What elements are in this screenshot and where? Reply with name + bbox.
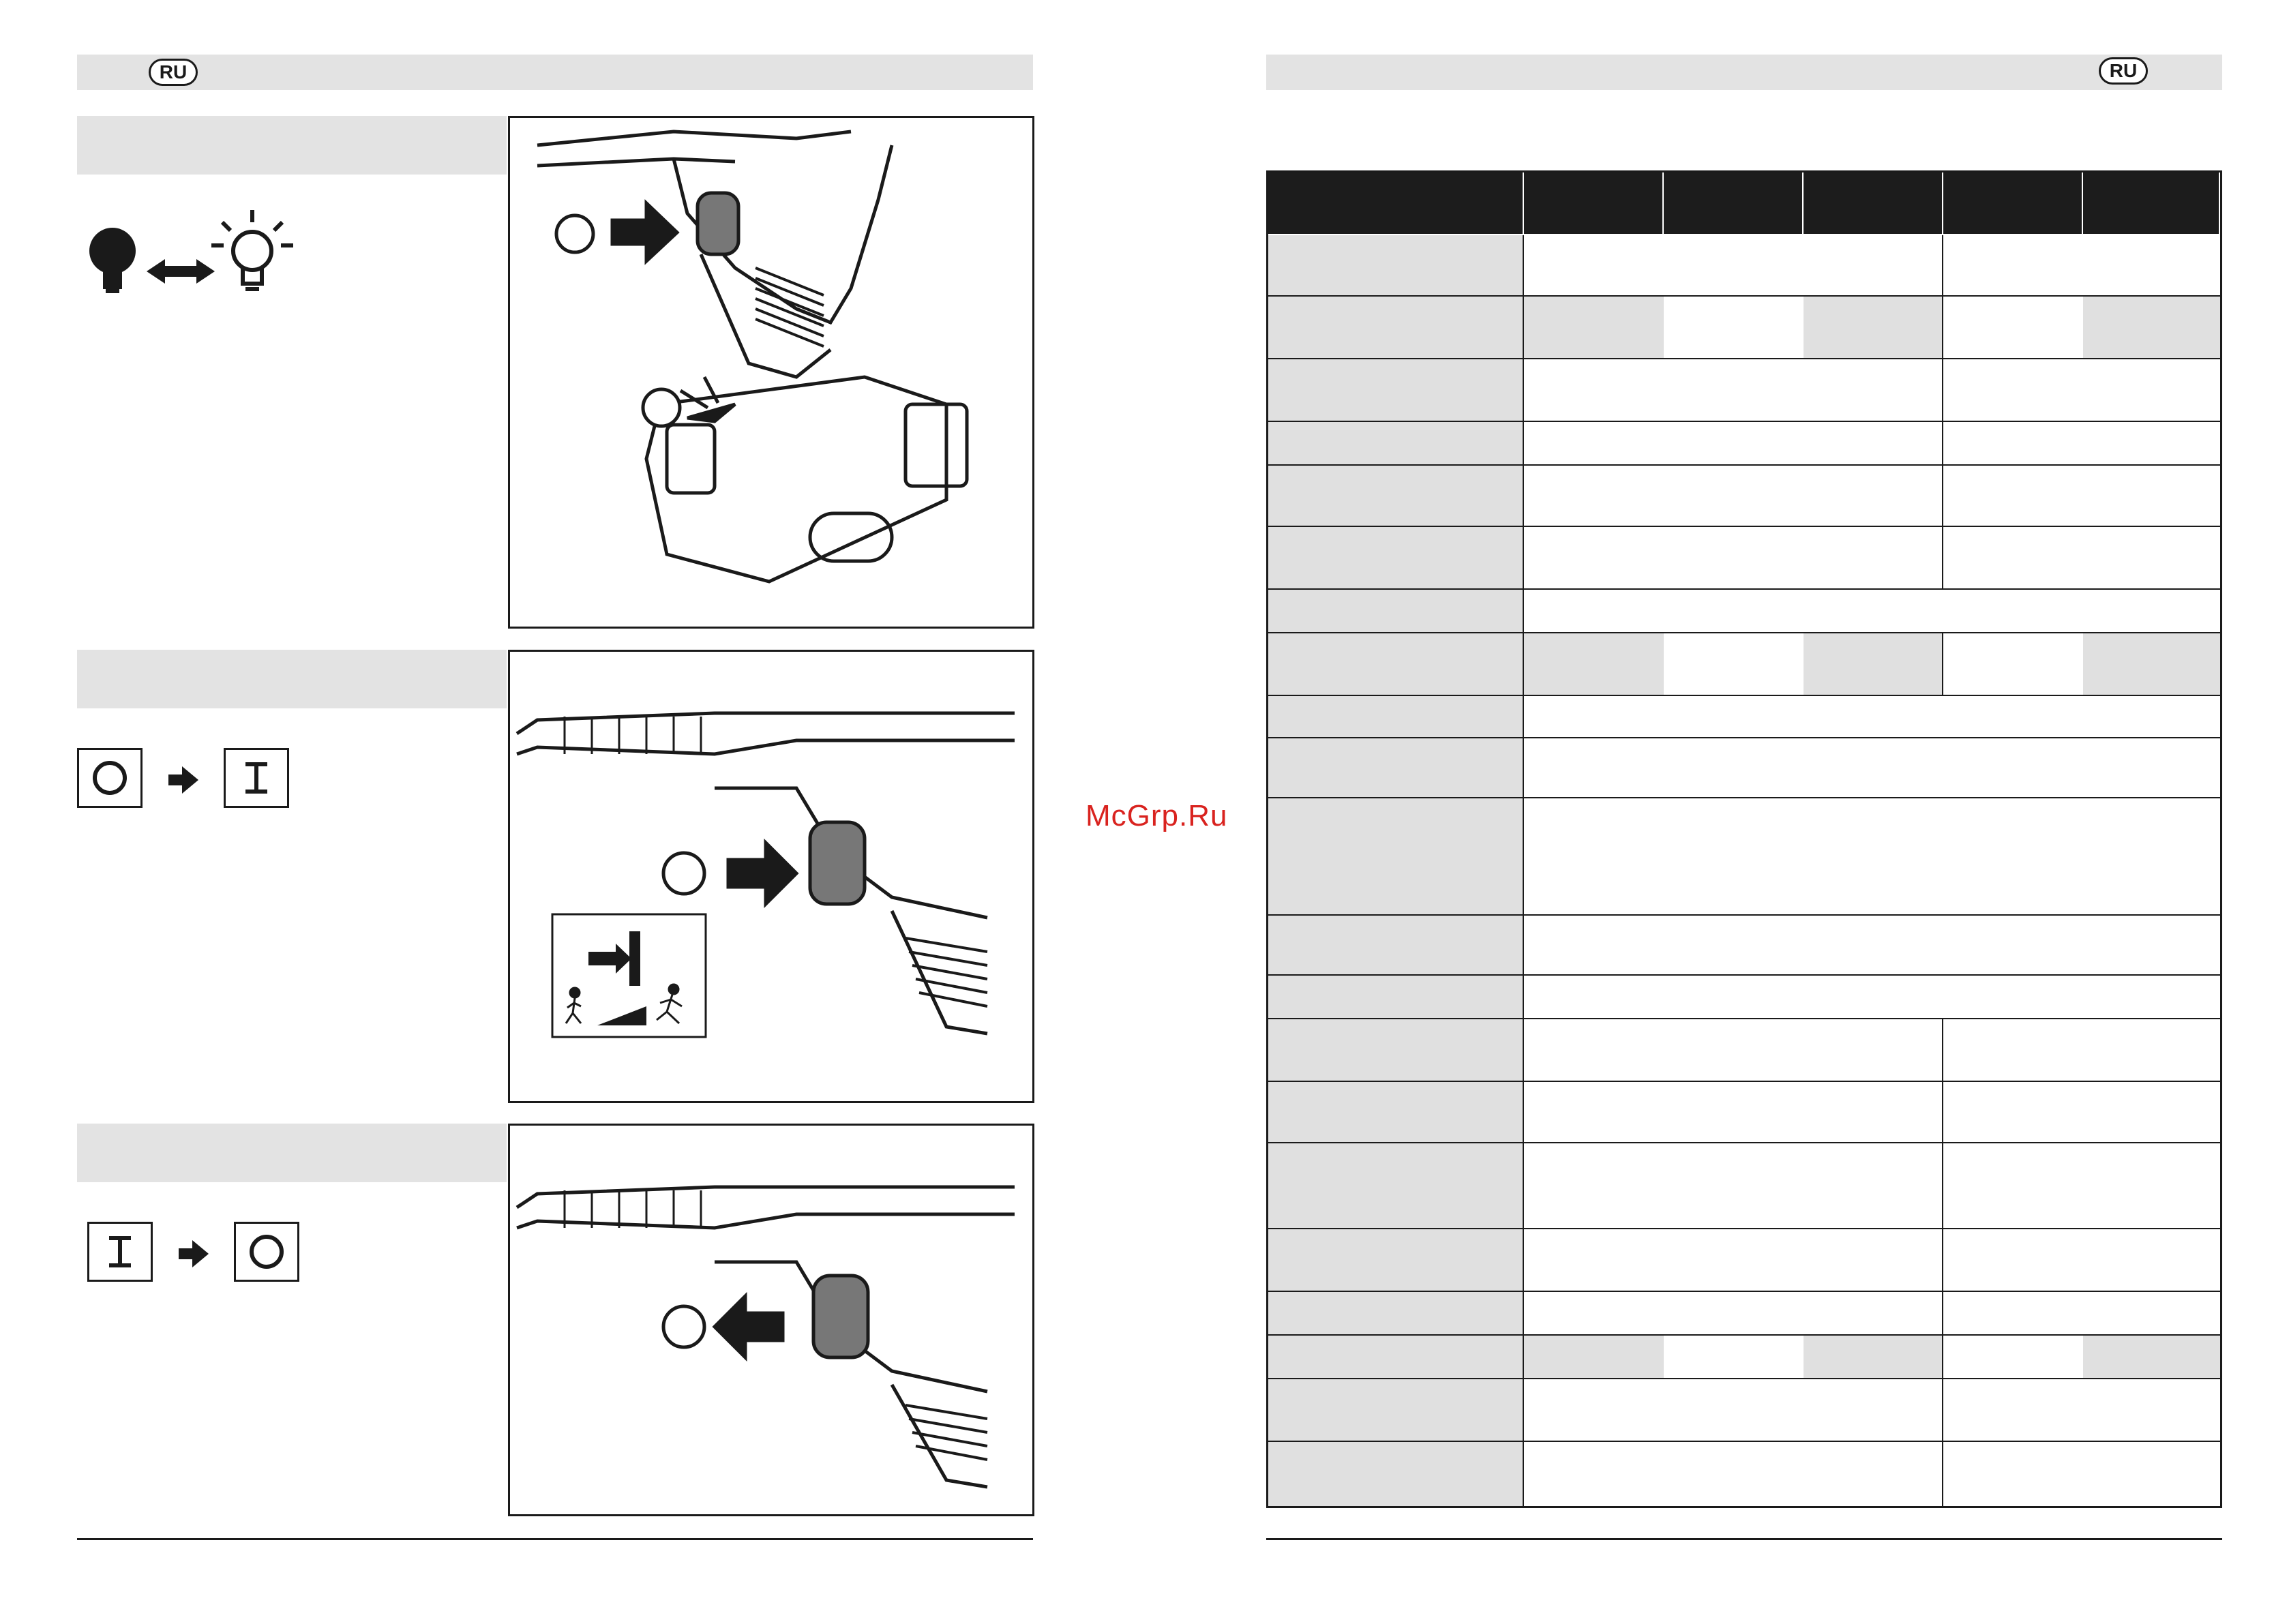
specs-table — [1266, 170, 2222, 1508]
table-row-label — [1268, 1143, 1524, 1229]
table-cell — [2083, 633, 2220, 696]
table-row-label — [1268, 1229, 1524, 1292]
table-cell — [1524, 359, 1943, 422]
table-cell — [1524, 466, 1943, 527]
table-header-col-2 — [1664, 172, 1804, 235]
left-footer-rule — [77, 1538, 1033, 1540]
table-cell — [1524, 916, 2220, 976]
language-badge-right: RU — [2099, 57, 2148, 85]
table-cell — [1943, 297, 2083, 359]
table-row-label — [1268, 1336, 1524, 1379]
table-cell — [1664, 297, 1804, 359]
table-cell — [1524, 590, 2220, 633]
table-row-label — [1268, 1442, 1524, 1506]
double-arrow-icon — [147, 259, 215, 284]
table-cell — [1664, 1336, 1804, 1379]
section-band-switch-on — [77, 650, 507, 708]
language-badge-left: RU — [149, 59, 198, 86]
table-cell — [1804, 1336, 1943, 1379]
table-cell — [1524, 1229, 1943, 1292]
table-cell — [1943, 359, 2220, 422]
table-cell — [1943, 466, 2220, 527]
symbol-off-box — [77, 748, 143, 808]
figure-drill-switch-off — [508, 1124, 1034, 1516]
table-cell — [1943, 1292, 2220, 1336]
table-row-label — [1268, 1379, 1524, 1442]
table-cell — [1524, 976, 2220, 1019]
table-row-label — [1268, 1019, 1524, 1082]
table-cell — [1943, 422, 2220, 466]
table-cell — [1943, 1336, 2083, 1379]
table-row-label — [1268, 297, 1524, 359]
section-band-switch-off — [77, 1124, 507, 1182]
table-cell — [1943, 1019, 2220, 1082]
table-row-label — [1268, 527, 1524, 590]
table-row-label — [1268, 696, 1524, 738]
speed-walk-icon — [566, 931, 682, 1025]
table-cell — [1524, 1143, 1943, 1229]
bulb-off-icon — [89, 228, 136, 293]
table-cell — [1524, 527, 1943, 590]
table-row-label — [1268, 235, 1524, 297]
table-cell — [1943, 1229, 2220, 1292]
bulb-on-icon — [211, 210, 293, 289]
table-cell — [2083, 297, 2220, 359]
table-cell — [1804, 297, 1943, 359]
table-cell — [1664, 633, 1804, 696]
table-cell — [1524, 1379, 1943, 1442]
table-cell — [1524, 1082, 1943, 1143]
table-header-col-3 — [1804, 172, 1943, 235]
table-header-label — [1268, 172, 1524, 235]
table-cell — [1943, 1379, 2220, 1442]
table-cell — [1943, 1143, 2220, 1229]
table-row-label — [1268, 976, 1524, 1019]
table-cell — [1524, 1292, 1943, 1336]
left-header-band — [77, 55, 1033, 90]
watermark: McGrp.Ru — [1086, 799, 1228, 832]
arrow-right-icon — [168, 766, 198, 797]
arrow-right-icon-2 — [179, 1240, 209, 1271]
table-row-label — [1268, 738, 1524, 798]
table-cell — [1524, 798, 2220, 916]
symbol-on-box-2 — [87, 1222, 153, 1282]
right-footer-rule — [1266, 1538, 2222, 1540]
table-cell — [1524, 1442, 1943, 1506]
table-row-label — [1268, 590, 1524, 633]
table-cell — [1943, 235, 2220, 297]
table-row-label — [1268, 1292, 1524, 1336]
table-cell — [1943, 527, 2220, 590]
table-cell — [1524, 738, 2220, 798]
table-row-label — [1268, 916, 1524, 976]
figure-drill-switch-on — [508, 650, 1034, 1103]
table-cell — [1524, 297, 1664, 359]
symbol-off-box-2 — [234, 1222, 299, 1282]
table-cell — [1804, 633, 1943, 696]
right-header-band — [1266, 55, 2222, 90]
table-cell — [1524, 1019, 1943, 1082]
table-cell — [1524, 1336, 1664, 1379]
table-row-label — [1268, 1082, 1524, 1143]
table-cell — [1943, 633, 2083, 696]
table-header-col-5 — [2083, 172, 2220, 235]
section-band-light — [77, 116, 507, 175]
table-header-col-4 — [1943, 172, 2083, 235]
table-row-label — [1268, 422, 1524, 466]
figure-drill-light — [508, 116, 1034, 629]
table-cell — [1943, 1442, 2220, 1506]
table-cell — [2083, 1336, 2220, 1379]
table-cell — [1524, 422, 1943, 466]
table-cell — [1524, 696, 2220, 738]
table-row-label — [1268, 798, 1524, 916]
table-cell — [1524, 633, 1664, 696]
table-cell — [1524, 235, 1943, 297]
symbol-on-box — [224, 748, 289, 808]
table-header-col-1 — [1524, 172, 1664, 235]
table-cell — [1943, 1082, 2220, 1143]
light-toggle-symbols — [82, 205, 314, 300]
table-row-label — [1268, 359, 1524, 422]
table-row-label — [1268, 466, 1524, 527]
table-row-label — [1268, 633, 1524, 696]
